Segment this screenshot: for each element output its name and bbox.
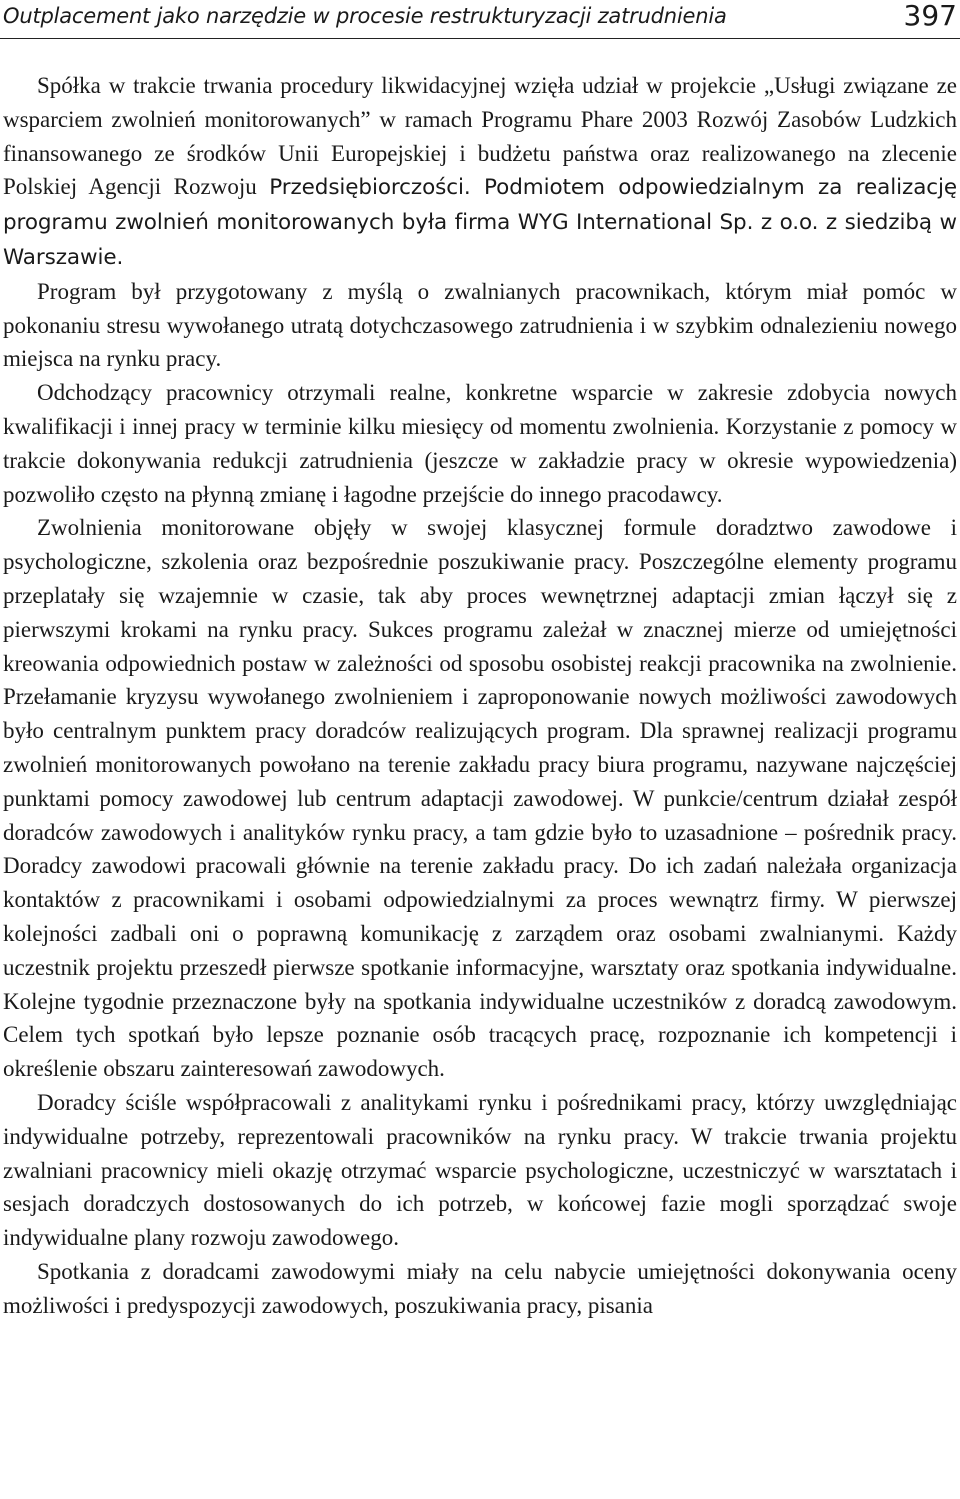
paragraph-6: Spotkania z doradcami zawodowymi miały na celu nabycie umiejętności dokonywania oceny możliwości i predyspozycji zawodowych, poszukiwania pracy, pisania: [3, 1258, 957, 1318]
paragraph-5: Doradcy ściśle współpracowali z analitykami rynku i pośrednikami pracy, którzy uwzględniając indywidualne potrzeby, reprezentowali pracowników na rynku pracy. W trakcie trwania projektu zwalniani pracownicy mieli okazję otrzymać wsparcie psychologiczne, uczestniczyć w warsztatach i sesjach doradczych dostosowanych do ich potrzeb, w końcowej fazie mogli sporządzać swoje indywidualne plany rozwoju zawodowego.: [3, 1089, 957, 1251]
paragraph-1-serif: Spółka w trakcie trwania procedury likwidacyjnej wzięła udział w projekcie „Usługi związane ze wsparciem zwolnień monitorowanych” w ramach Programu Phare 2003 Rozwój Zasobów Ludzkich finansowanego ze środków Unii Europejskiej i budżetu państwa oraz realizowanego na zlecenie Polskiej Agencji Rozwoju: [3, 73, 957, 200]
paragraph-4: Zwolnienia monitorowane objęły w swojej klasycznej formule doradztwo zawodowe i psychologiczne, szkolenia oraz bezpośrednie poszukiwanie pracy. Poszczególne elementy programu przeplatały się wzajemnie w czasie, tak aby proces wewnętrznej adaptacji zmian łączył się z pierwszymi krokami na rynku pracy. Sukces programu zależał w znacznej mierze od umiejętności kreowania odpowiednich postaw w zależności od sposobu osobistej reakcji pracownika na zwolnienie. Przełamanie kryzysu wywołanego zwolnieniem i zaproponowanie nowych możliwości zawodowych było centralnym punktem pracy doradców realizujących program. Dla sprawnej realizacji programu zwolnień monitorowanych powołano na terenie zakładu pracy biura programu, nazywane najczęściej punktami pomocy zawodowej lub centrum adaptacji zawodowej. W punkcie/centrum działał zespół doradców zawodowych i analityków rynku pracy, a tam gdzie było to uzasadnione – pośrednik pracy. Doradcy zawodowi pracowali głównie na terenie zakładu pracy. Do ich zadań należała organizacja kontaktów z pracownikami i osobami odpowiedzialnymi za proces wewnątrz firmy. W pierwszej kolejności zadbali oni o poprawną komunikację z zarządem oraz osobami zwalnianymi. Każdy uczestnik projektu przeszedł pierwsze spotkanie informacyjne, warsztaty oraz spotkania indywidualne. Kolejne tygodnie przeznaczone były na spotkania indywidualne uczestników z doradcą zawodowym. Celem tych spotkań było lepsze poznanie osób tracących pracę, rozpoznanie ich kompetencji i określenie obszaru zainteresowań zawodowych.: [3, 515, 957, 1082]
running-title: Outplacement jako narzędzie w procesie restrukturyzacji zatrudnienia: [3, 4, 727, 28]
paragraph-3: Odchodzący pracownicy otrzymali realne, konkretne wsparcie w zakresie zdobycia nowych kwalifikacji i innej pracy w terminie kilku miesięcy od momentu zwolnienia. Korzystanie z pomocy w trakcie dokonywania redukcji zatrudnienia (jeszcze w zakładzie pracy w okresie wypowiedzenia) pozwoliło często na płynną zmianę i łagodne przejście do innego pracodawcy.: [3, 380, 957, 507]
paragraph-1: [3, 69, 957, 275]
running-header: [0, 0, 960, 39]
paragraph-2: Program był przygotowany z myślą o zwalnianych pracownikach, którym miał pomóc w pokonaniu stresu wywołanego utratą dotychczasowego zatrudnienia i w szybkim odnalezieniu nowego miejsca na rynku pracy.: [3, 278, 957, 372]
page-number: 397: [903, 0, 957, 32]
body-text: [3, 69, 957, 1322]
paragraph-1-sans: Przedsiębiorczości. Podmiotem odpowiedzialnym za realizację programu zwolnień monitorowanych była firma WYG International Sp. z o.o. z siedzibą w Warszawie.: [3, 175, 957, 270]
